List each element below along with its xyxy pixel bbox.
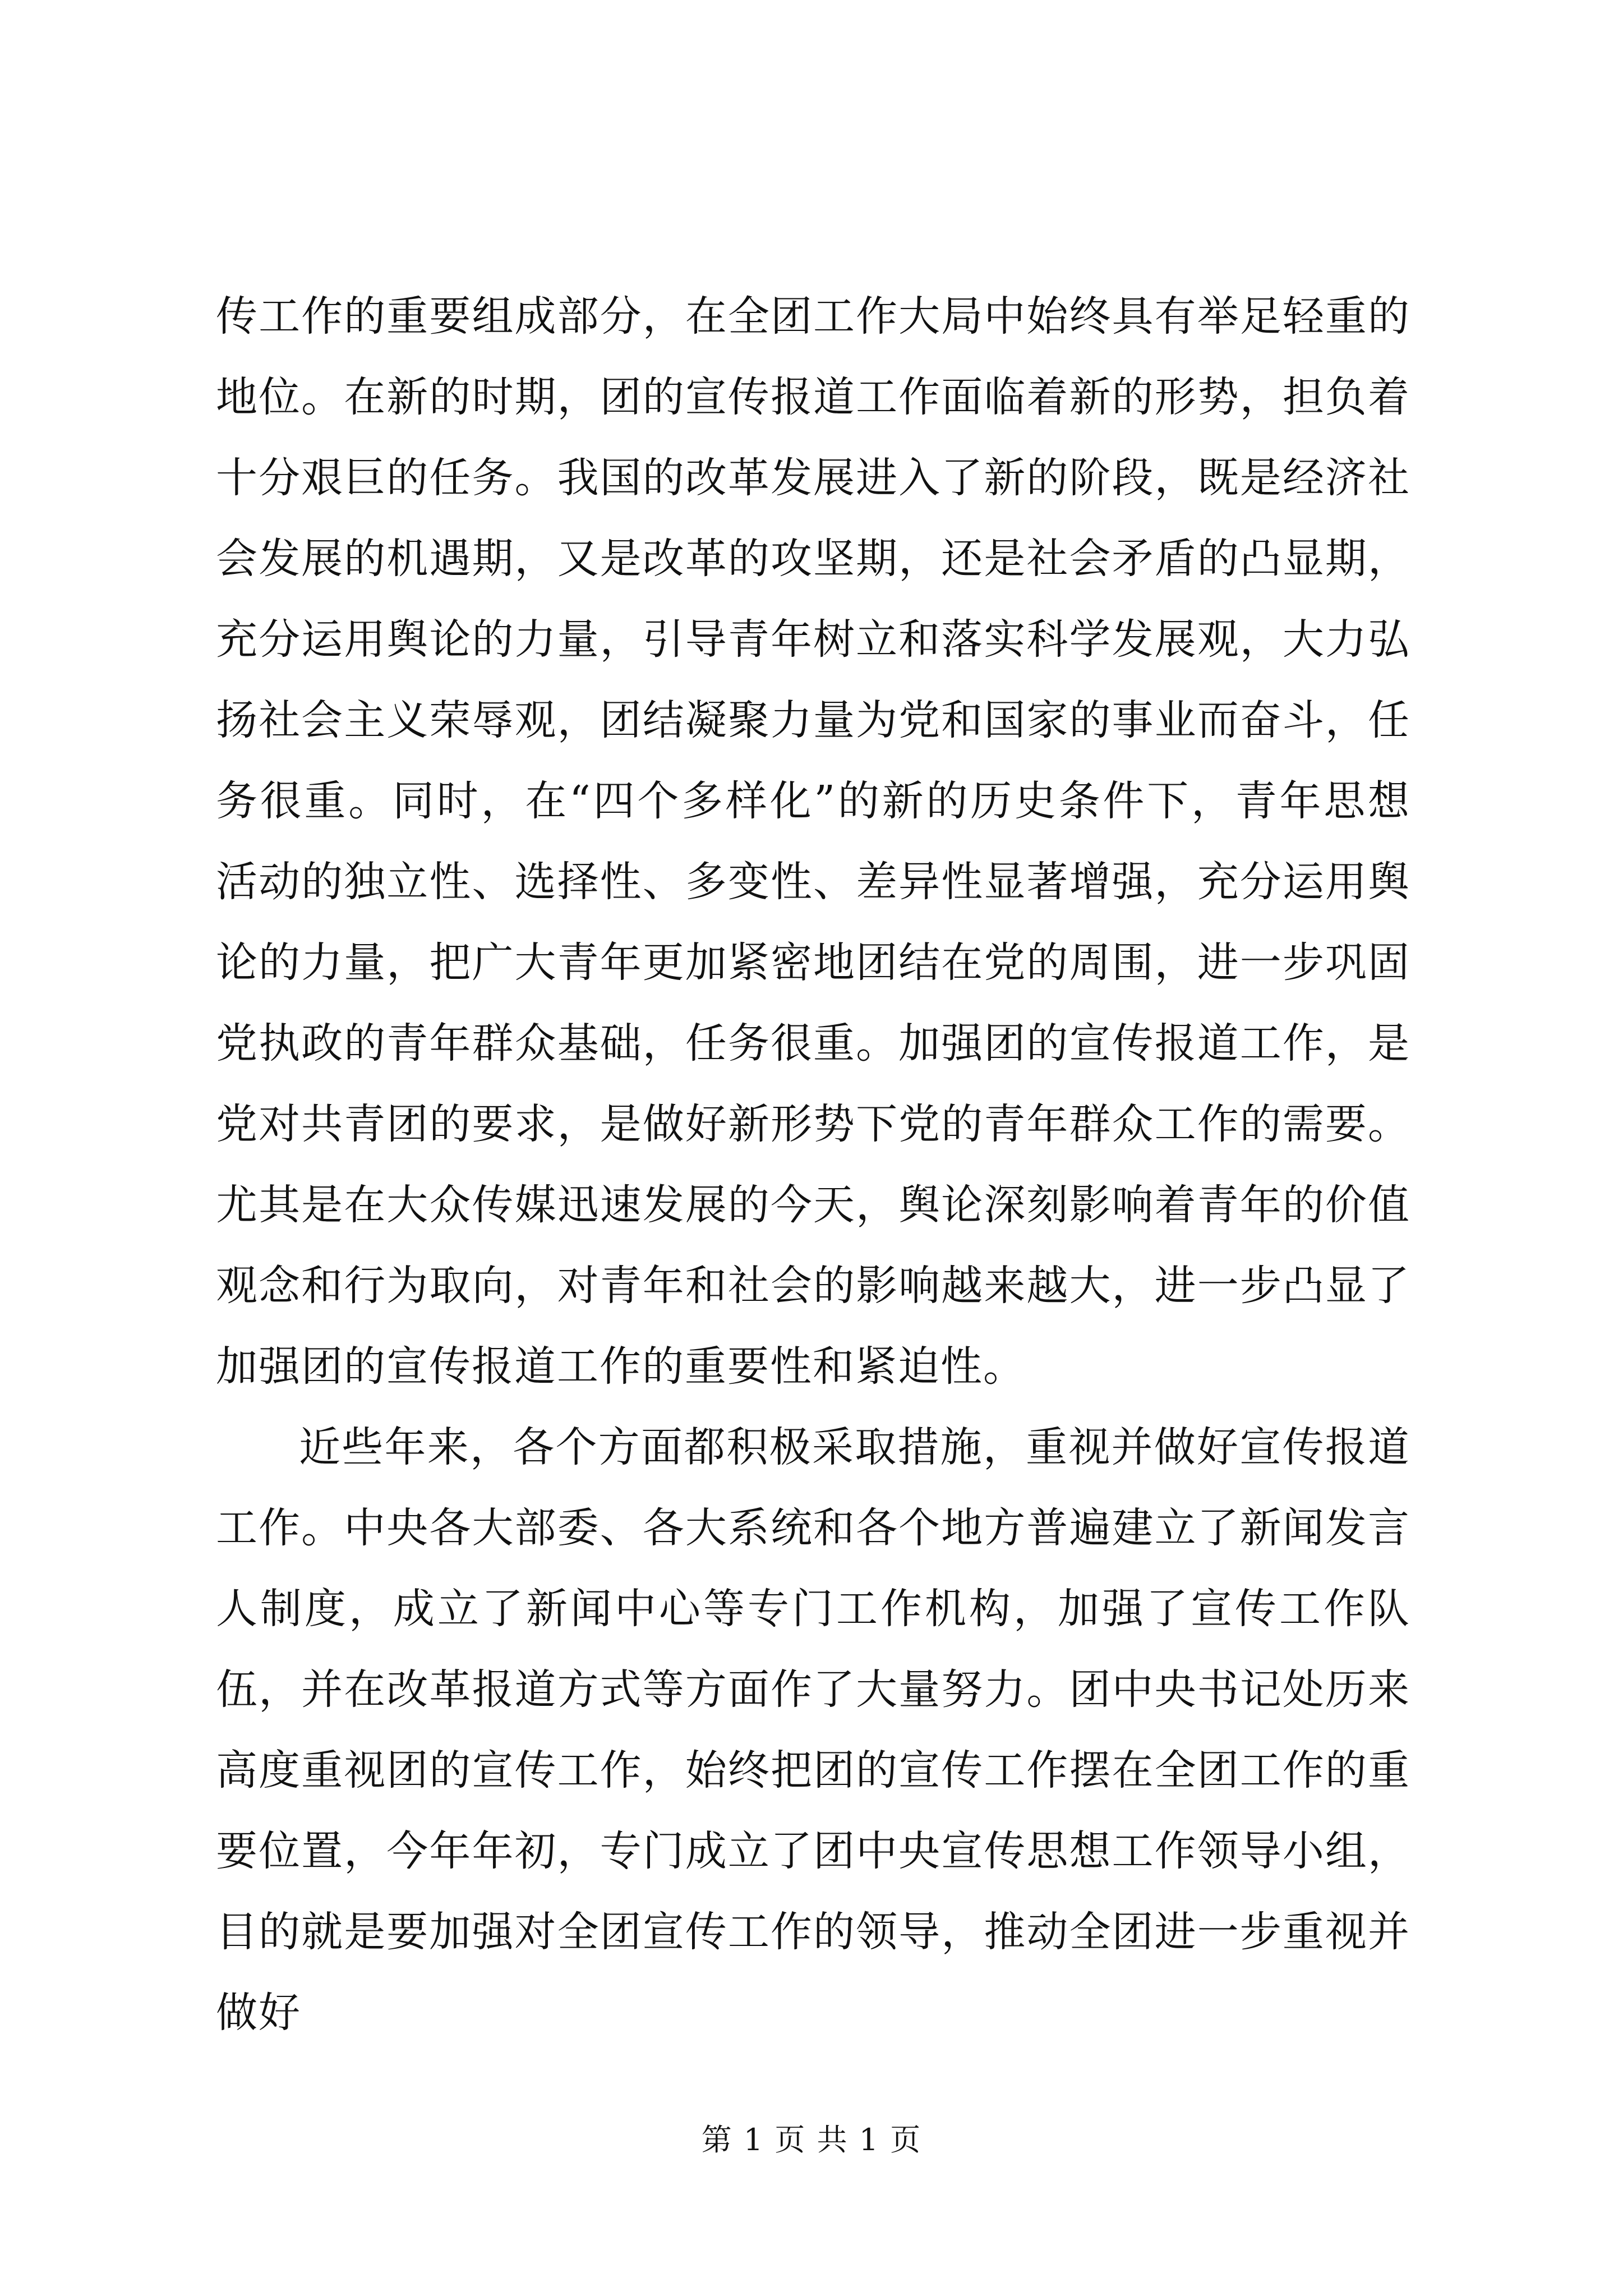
document-body: [216, 276, 1410, 2053]
page-footer: 第 1 页 共 1 页: [701, 2122, 922, 2157]
paragraph-2: 近些年来，各个方面都积极采取措施，重视并做好宣传报道工作。中央各大部委、各大系统和各个地方普遍建立了新闻发言人制度，成立了新闻中心等专门工作机构，加强了宣传工作队伍，并在改革报道方式等方面作了大量努力。团中央书记处历来高度重视团的宣传工作，始终把团的宣传工作摆在全团工作的重要位置，今年年初，专门成立了团中央宣传思想工作领导小组，目的就是要加强对全团宣传工作的领导，推动全团进一步重视并做好: [216, 1423, 1410, 2037]
paragraph-1: 传工作的重要组成部分，在全团工作大局中始终具有举足轻重的地位。在新的时期，团的宣传报道工作面临着新的形势，担负着十分艰巨的任务。我国的改革发展进入了新的阶段，既是经济社会发展的机遇期，又是改革的攻坚期，还是社会矛盾的凸显期，充分运用舆论的力量，引导青年树立和落实科学发展观，大力弘扬社会主义荣辱观，团结凝聚力量为党和国家的事业而奋斗，任务很重。同时，在“四个多样化”的新的历史条件下，青年思想活动的独立性、选择性、多变性、差异性显著增强，充分运用舆论的力量，把广大青年更加紧密地团结在党的周围，进一步巩固党执政的青年群众基础，任务很重。加强团的宣传报道工作，是党对共青团的要求，是做好新形势下党的青年群众工作的需要。尤其是在大众传媒迅速发展的今天，舆论深刻影响着青年的价值观念和行为取向，对青年和社会的影响越来越大，进一步凸显了加强团的宣传报道工作的重要性和紧迫性。: [216, 292, 1410, 1391]
